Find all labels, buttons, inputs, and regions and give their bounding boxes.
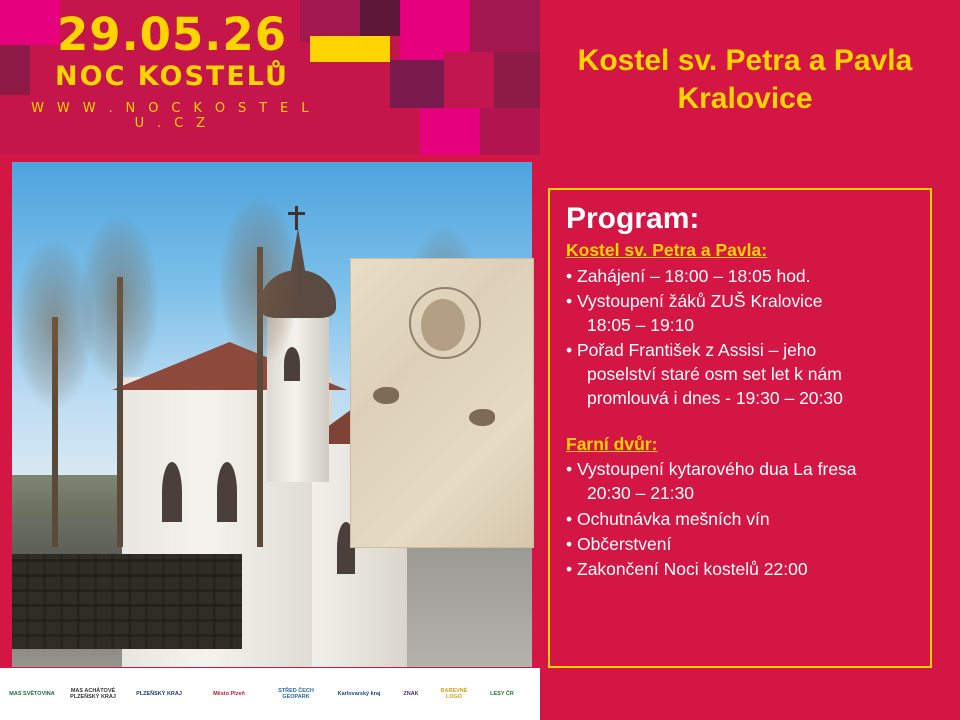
sponsor-logo: MAS ACHÁTOVÉ PLZEŇSKÝ KRAJ <box>70 687 116 700</box>
banner-square-4 <box>310 36 390 62</box>
list-item-text-continued: 18:05 – 19:10 <box>587 315 695 336</box>
list-item <box>566 338 916 410</box>
list-item <box>566 507 916 531</box>
tree <box>52 317 58 547</box>
banner-square-7 <box>470 0 540 52</box>
sponsor-logo: BAREVNÉ LOGO <box>440 687 468 700</box>
banner-square-11 <box>420 108 480 155</box>
saint-head <box>421 299 465 351</box>
saint-francis-drawing <box>350 258 534 548</box>
bullet: • <box>566 459 577 480</box>
banner-square-6 <box>400 0 470 60</box>
banner-square-5 <box>360 0 400 36</box>
bullet: • <box>566 533 577 554</box>
program-title: Program: <box>566 202 700 235</box>
program-list-courtyard <box>566 457 916 581</box>
tree <box>257 247 263 547</box>
banner-text-block <box>22 8 322 132</box>
stone-wall <box>12 554 242 649</box>
tree <box>117 277 123 547</box>
sponsor-logo: ZNAK <box>403 690 419 697</box>
page-title: Kostel sv. Petra a Pavla Kralovice <box>577 44 913 116</box>
sponsor-logo: Karlovarský kraj <box>337 690 381 697</box>
sponsor-logo-strip <box>0 668 540 720</box>
list-item-text: Ochutnávka mešních vín <box>577 508 770 529</box>
banner-square-13 <box>330 108 420 155</box>
noc-kostelu-banner <box>0 0 540 155</box>
church-tower-window <box>284 347 300 381</box>
banner-square-10 <box>494 52 540 108</box>
list-item-text: Pořad František z Assisi – jeho <box>577 340 817 361</box>
list-item-text: Vystoupení kytarového dua La fresa <box>577 459 857 480</box>
bullet: • <box>566 290 577 311</box>
list-item-text-continued-2: promlouvá i dnes - 19:30 – 20:30 <box>587 388 843 409</box>
bullet: • <box>566 340 577 361</box>
program-list-church <box>566 264 916 411</box>
sponsor-logo: PLZEŇSKÝ KRAJ <box>136 690 182 697</box>
bullet: • <box>566 508 577 529</box>
banner-square-12 <box>480 108 540 155</box>
bullet: • <box>566 265 577 286</box>
cross-icon <box>295 206 298 230</box>
list-item <box>566 457 916 505</box>
church-window <box>217 462 237 522</box>
sponsor-logo: MAS SVĚTOVINA <box>9 690 55 697</box>
banner-square-8 <box>390 60 444 108</box>
sponsor-logo: Město Plzeň <box>213 690 245 697</box>
sponsor-logo: LESY ČR <box>490 690 514 697</box>
sponsor-logo: STŘED ČECH GEOPARK <box>278 687 314 700</box>
list-item-text: Zahájení – 18:00 – 18:05 hod. <box>577 265 811 286</box>
list-item-text: Zakončení Noci kostelů 22:00 <box>577 558 808 579</box>
list-item <box>566 264 916 288</box>
bullet: • <box>566 558 577 579</box>
list-item-text: Občerstvení <box>577 533 672 554</box>
program-section-heading-church: Kostel sv. Petra a Pavla: <box>566 240 768 260</box>
list-item <box>566 289 916 337</box>
banner-title: NOC KOSTELŮ <box>55 61 289 92</box>
banner-square-9 <box>444 52 494 108</box>
banner-website-url: W W W . N O C K O S T E L U . C Z <box>31 101 313 132</box>
church-window <box>162 462 182 522</box>
program-section-heading-courtyard: Farní dvůr: <box>566 433 658 454</box>
list-item-text: Vystoupení žáků ZUŠ Kralovice <box>577 290 823 311</box>
banner-date: 29.05.26 <box>56 8 288 61</box>
list-item-text-continued: 20:30 – 21:30 <box>587 483 695 504</box>
bird-icon <box>373 387 399 404</box>
bird-icon <box>469 409 495 426</box>
list-item-text-continued: poselství staré osm set let k nám <box>587 364 842 385</box>
list-item <box>566 557 916 581</box>
list-item <box>566 532 916 556</box>
program-box <box>548 188 932 668</box>
